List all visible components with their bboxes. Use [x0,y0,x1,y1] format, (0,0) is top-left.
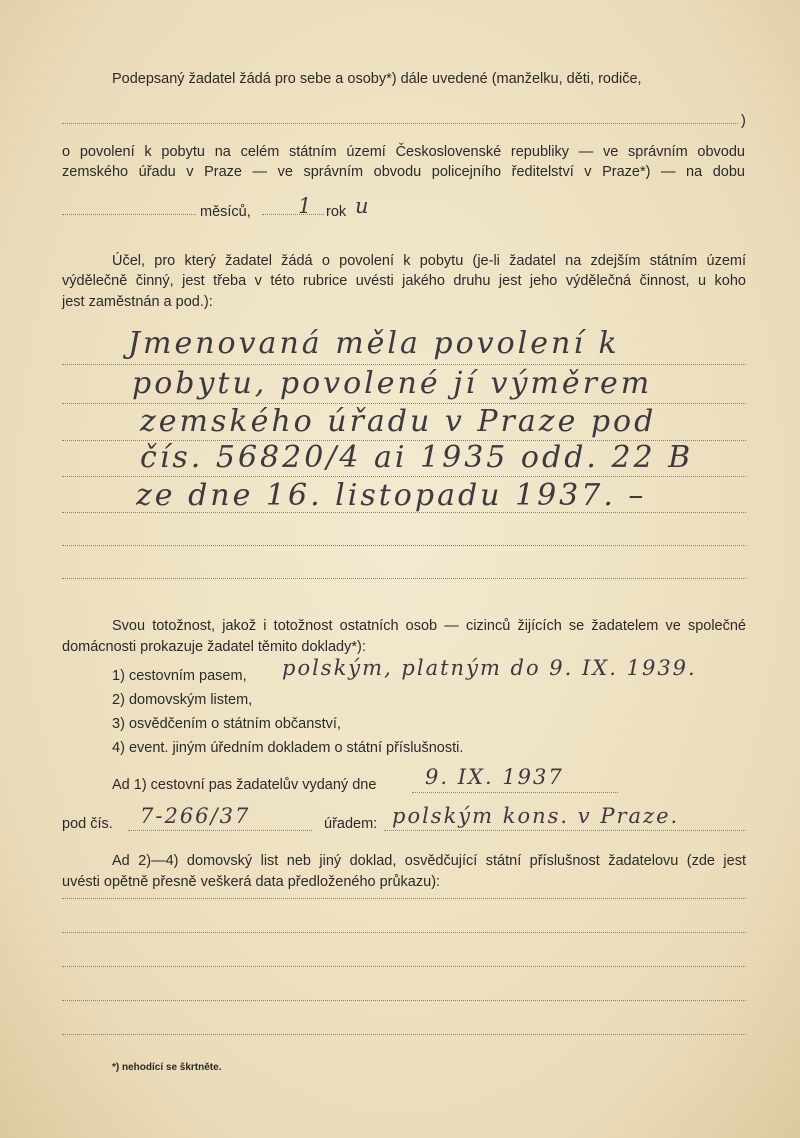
ad1-label: Ad 1) cestovní pas žadatelův vydaný dne [112,777,377,793]
doc-item-4 [112,739,463,757]
intro-line-2: o povolení k pobytu na celém státním území Československé republiky — ve správním obvodu [62,144,745,160]
ad2-field-line-2[interactable] [62,932,746,933]
close-paren: ) [741,113,746,129]
doc-item-1 [112,667,247,685]
passport-number-field-line[interactable] [128,830,312,831]
months-label: měsíců, [200,204,251,220]
passport-number: 7-266/37 [140,804,251,828]
purpose-handwritten-4: čís. 56820/4 ai 1935 odd. 22 B [140,440,694,475]
purpose-field-line-4[interactable] [62,476,746,477]
years-label: rok [326,204,347,220]
office-label: úřadem: [324,816,378,832]
years-suffix: u [355,194,371,218]
ad2-line-1: Ad 2)—4) domovský list neb jiný doklad, osvědčující státní příslušnost žadatelovu (zde jest [112,853,746,869]
years-field-line[interactable] [262,214,324,215]
ad2-field-line-4[interactable] [62,1000,746,1001]
doc-item-label: osvědčením o státním občanství, [128,716,341,732]
purpose-handwritten-3: zemského úřadu v Praze pod [140,404,657,439]
identity-line-1: Svou totožnost, jakož i totožnost ostatních osob — cizinců žijících se žadatelem ve společné [112,618,746,634]
purpose-field-line-7[interactable] [62,578,746,579]
purpose-field-line-6[interactable] [62,545,746,546]
office-field-line[interactable] [384,830,746,831]
intro-line-3: zemského úřadu v Praze — ve správním obvodu policejního ředitelství v Praze*) — na dobu [62,164,745,180]
doc-item-label: domovským listem, [128,692,253,708]
office-value: polským kons. v Praze. [392,804,680,828]
identity-line-2: domácnosti prokazuje žadatel těmito doklady*): [62,639,366,655]
doc-item-num: 2) [112,692,125,708]
ad2-field-line-5[interactable] [62,1034,746,1035]
ad2-line-2: uvésti opětně přesně veškerá data předloženého průkazu): [62,874,441,890]
footnote: *) nehodící se škrtněte. [112,1062,222,1073]
ad2-field-line-1[interactable] [62,898,746,899]
doc-item-num: 3) [112,716,125,732]
passport-date: 9. IX. 1937 [425,765,564,789]
purpose-handwritten-2: pobytu, povolené jí výměrem [132,366,653,401]
doc-item-label: cestovním pasem, [128,668,247,684]
ad2-field-line-3[interactable] [62,966,746,967]
passport-handwritten: polským, platným do 9. IX. 1939. [282,656,697,680]
purpose-field-line-1[interactable] [62,364,746,365]
doc-item-num: 1) [112,668,125,684]
years-value: 1 [298,194,314,218]
intro-line-1: Podepsaný žadatel žádá pro sebe a osoby*) dále uvedené (manželku, děti, rodiče, [112,71,642,87]
doc-item-3 [112,715,341,733]
purpose-line-2: výdělečně činný, jest třeba v této rubrice uvésti jakého druhu jest jeho výdělečná činnost, u koho [62,273,746,289]
doc-item-2 [112,691,252,709]
doc-item-label: event. jiným úředním dokladem o státní příslušnosti. [128,740,464,756]
purpose-handwritten-1: Jmenovaná měla povolení k [128,326,620,361]
number-label: pod čís. [62,816,113,832]
purpose-line-3: jest zaměstnán a pod.): [62,294,213,310]
months-field-line[interactable] [62,214,196,215]
purpose-line-1: Účel, pro který žadatel žádá o povolení k pobytu (je-li žadatel na zdejším státním území [112,253,746,269]
doc-item-num: 4) [112,740,125,756]
purpose-handwritten-5: ze dne 16. listopadu 1937. – [136,478,647,513]
passport-date-field-line[interactable] [412,792,618,793]
persons-field-line[interactable] [62,123,738,124]
